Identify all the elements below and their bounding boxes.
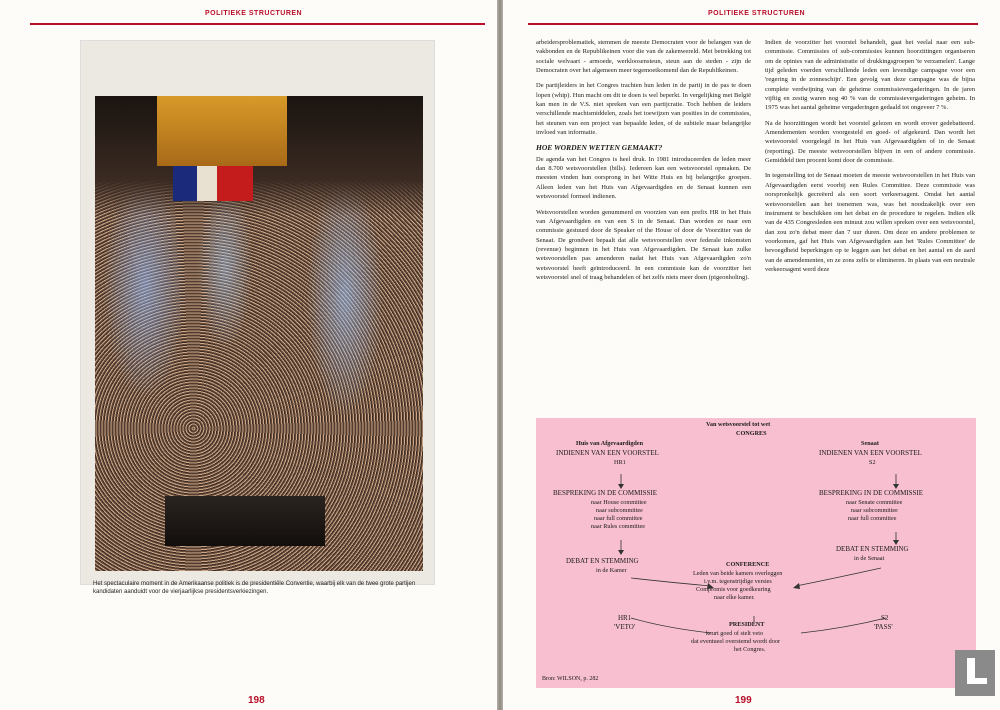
page-number: 199 (735, 695, 752, 706)
legislative-flowchart (536, 418, 976, 688)
veto-label: 'VETO' (614, 623, 636, 631)
senate-step-committee: BESPREKING IN DE COMMISSIE (819, 489, 924, 497)
house-step-vote: DEBAT EN STEMMING (566, 557, 639, 565)
conference-line: Leden van beide kamers overleggen (693, 570, 783, 577)
house-step-committee: BESPREKING IN DE COMMISSIE (553, 489, 658, 497)
text-column-2 (765, 38, 975, 280)
paragraph: De agenda van het Congres is heel druk. In 1981 introduceerden de leden meer dan 8.700 wetsvoorstellen (bills). Iedereen kan een wetsvoorstel opmaken. De meesten vinden hun oorsprong in het Witte Huis en bij belangrijke groepen. Alleen leden van het Huis van Afgevaardigden en de Senaat kunnen een wetsvoorstel formeel indienen. (536, 155, 751, 201)
president-title: PRESIDENT (729, 621, 765, 628)
watermark-logo (955, 650, 995, 696)
senate-bill-code: S2 (869, 459, 876, 466)
house-bill-code: HR1 (614, 459, 626, 466)
running-head: POLITIEKE STRUCTUREN (708, 10, 806, 17)
senate-vote-sub: in de Senaat (854, 555, 885, 562)
header-rule (30, 23, 485, 25)
house-vote-sub: in de Kamer (596, 567, 627, 574)
senate-committee-line: naar full committee (848, 515, 897, 522)
president-line: keurt goed of stelt veto (706, 630, 764, 637)
left-page (0, 0, 497, 710)
photo-caption: Het spectaculaire moment in de Amerikaanse politiek is de presidentiële Conventie, waarbij elk van de twee grote partijen kandidaten aanduidt voor de vierjaarlijkse presidentsverkiezingen. (93, 581, 416, 595)
photo-frame (80, 40, 435, 585)
chart-source: Bron: WILSON, p. 282 (542, 676, 599, 682)
house-label: Huis van Afgevaardigden (576, 440, 644, 447)
conference-title: CONFERENCE (726, 561, 770, 568)
text-column-1 (536, 38, 751, 288)
conference-line: Compromis voor goedkeuring (696, 586, 771, 593)
paragraph: arbeidersproblematiek, stemmen de meeste Democraten voor de belangen van de vakbonden en de Republikeinen voor die van de zakenwereld. Met betrekking tot sociale welvaart - armoede, werkloosensteun, steun aan de steden - zijn de Democraten over het algemeen meer tegemoetkomend dan de Republikeinen. (536, 39, 751, 75)
page-number: 198 (248, 695, 265, 706)
conference-line: i.v.m. tegenstrijdige versies (704, 578, 772, 585)
convention-photo (95, 96, 423, 571)
president-line: dat eventueel overstemd wordt door (691, 638, 781, 645)
senate-step-vote: DEBAT EN STEMMING (836, 545, 909, 553)
veto-bill-code: HR1 (618, 614, 632, 622)
section-heading: HOE WORDEN WETTEN GEMAAKT? (536, 143, 663, 153)
paragraph: De partijleiders in het Congres trachten hun leden in de partij in de pas te doen lopen (whip). Hun macht om dit te doen is wel beperkt. In vergelijking met België kan men in de V.S. niet spreken van een partijcratie. Toch hebben de leiders verschillende machtsmiddelen, zoals het toewijzen van posities in de commissies, het steunen van een project van bepaalde leden, of de subtiele maar belangrijke invloed van informatie. (536, 82, 751, 137)
pass-label: 'PASS' (874, 623, 893, 631)
pass-bill-code: S2 (881, 614, 889, 622)
right-page (503, 0, 1000, 710)
president-line: het Congres. (734, 646, 766, 653)
paragraph: Na de hoorzittingen wordt het voorstel gelezen en wordt erover gedebatteerd. Amendementen worden voorgesteld en goed- of afgekeurd. Dan wordt het wetsvoorstel voorgelegd in het Huis van Afgevaardigden of in de Senaat (reporting). De meeste wetsvoorstellen blijven in een of andere commissie. Gemiddeld tien procent komt door de commissie. (765, 119, 975, 165)
senate-committee-line: naar Senate committee (846, 499, 903, 506)
house-committee-line: naar full committee (594, 515, 643, 522)
house-committee-line: naar Rules committee (591, 523, 645, 530)
photo-banner (157, 96, 287, 166)
paragraph: Wetsvoorstellen worden genummerd en voorzien van een prefix HR in het Huis van Afgevaardigden en van een S in de Senaat. Dan worden ze naar een commissie gestuurd door de Speaker of the House of door de Voorzitter van de Senaat. De grondwet bepaalt dat alle wetsvoorstellen over federale inkomsten (revenue) beginnen in het Huis van Afgevaardigden. De Senaat kan zulke wetsvoorstellen pas amenderen nadat het Huis van Afgevaardigden zo'n wetsvoorstel heeft geïntroduceerd. In een commissie kan de voorzitter het wetsvoorstel snel of traag behandelen of het zelfs niets meer doen (pigeonholing). (536, 208, 751, 281)
chart-subtitle: CONGRES (736, 430, 767, 437)
house-step-submit: INDIENEN VAN EEN VOORSTEL (556, 449, 659, 457)
chart-title: Van wetsvoorstel tot wet (706, 421, 771, 428)
photo-stage (165, 496, 325, 546)
house-committee-line: naar House committee (591, 499, 647, 506)
senate-label: Senaat (861, 440, 879, 447)
running-head: POLITIEKE STRUCTUREN (205, 10, 303, 17)
conference-line: naar elke kamer. (714, 594, 755, 601)
senate-committee-line: naar subcommittee (851, 507, 898, 514)
senate-step-submit: INDIENEN VAN EEN VOORSTEL (819, 449, 922, 457)
header-rule (528, 23, 978, 25)
paragraph: Indien de voorzitter het voorstel behandelt, gaat het veelal naar een sub-commissie. Commissies of sub-commissies kunnen hoorzittingen organiseren om de opinies van de administratie of drukkingsgroepen 'te verzamelen'. Lange tijd geleden voerden verschillende leden een levendige campagne voor een 'regering in de zonneschijn'. Een gevolg van deze campagne was de bijna complete verdwijning van de geheime commissievergaderingen. In de jaren vijftig en zestig waren nog 40 % van de commissievergaderingen geheim. In 1975 was het aantal geheime vergaderingen gedaald tot ongeveer 7 %. (765, 39, 975, 112)
photo-flag (173, 166, 253, 201)
paragraph: In tegenstelling tot de Senaat moeten de meeste wetsvoorstellen in het Huis van Afgevaardigden eerst voorbij een Rules Committee. Deze commissie was oorspronkelijk gecreëerd als een soort verkeersagent. Omdat het aantal wetsvoorstellen aan het toenemen was, was het noodzakelijk over een instrument te beschikken om het debat en de procedure te regelen. Indien elk van de 435 Congresleden een minuut zou willen spreken over een wetsvoorstel, dan zou zo'n debat meer dan 7 uur duren. Om deze en andere problemen te voorkomen, gaf het Huis van Afgevaardigden aan het 'Rules Committee' de bevoegdheid beperkingen op te leggen aan het debat en het aantal en de aard van de amendementen, en ze zons zelfs te elimineren. In plaats van een neutrale verkeersagent werd deze (765, 172, 975, 273)
house-committee-line: naar subcommittee (596, 507, 643, 514)
